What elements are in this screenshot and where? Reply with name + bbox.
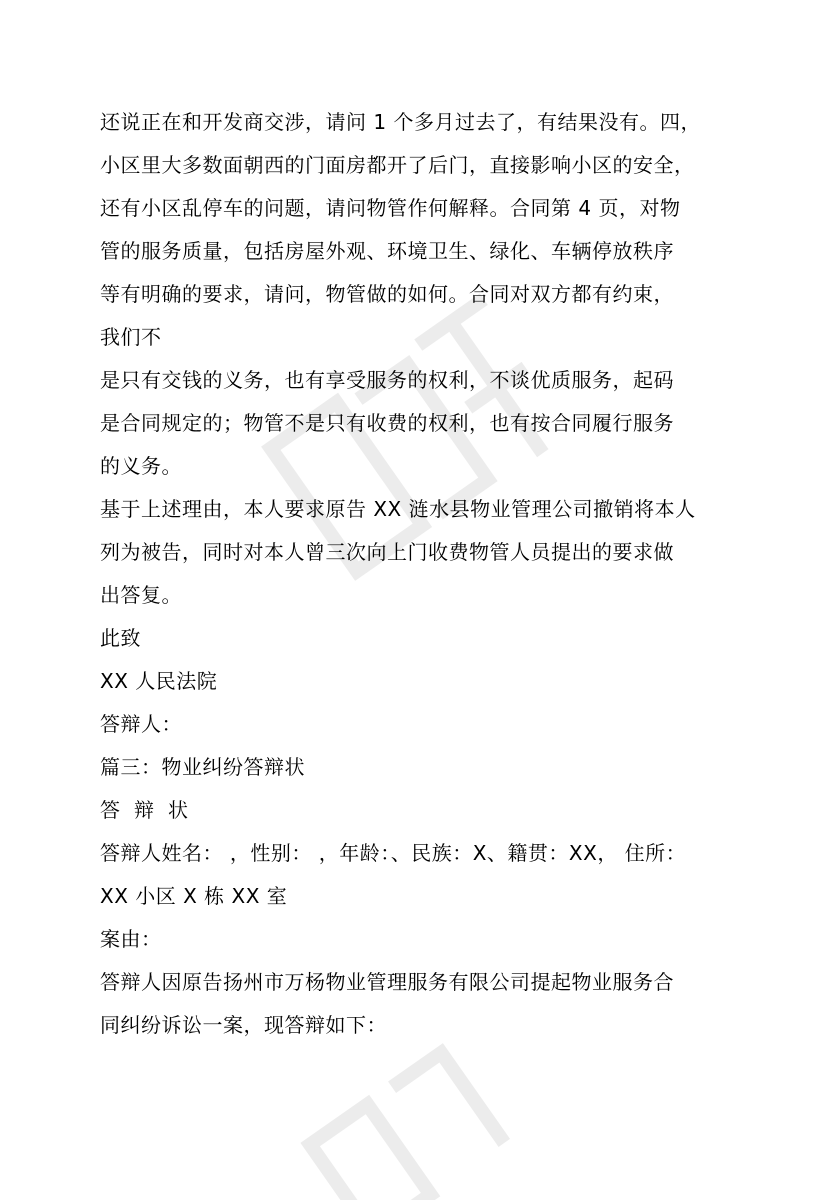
document-title: 答辩状: [100, 798, 202, 822]
document-body: [100, 101, 740, 1047]
section-heading: 篇三：物业纠纷答辩状: [100, 755, 305, 779]
paragraph-line: 还有小区乱停车的问题，请问物管作何解释。合同第 4 页，对物: [100, 196, 681, 220]
paragraph-line: 同纠纷诉讼一案，现答辩如下：: [100, 1013, 387, 1037]
paragraph-line: 答辩人因原告扬州市万杨物业管理服务有限公司提起物业服务合: [100, 970, 674, 994]
paragraph-line: 是只有交钱的义务，也有享受服务的权利，不谈优质服务，起码: [100, 368, 674, 392]
paragraph-line: 基于上述理由，本人要求原告 XX 涟水县物业管理公司撤销将本人: [100, 497, 696, 521]
watermark-logo-bottom: [255, 1040, 575, 1200]
paragraph-line: 等有明确的要求，请问，物管做的如何。合同对双方都有约束，: [100, 282, 674, 306]
paragraph-line: 我们不: [100, 325, 162, 349]
paragraph-line: 还说正在和开发商交涉，请问 1 个多月过去了，有结果没有。四，: [100, 110, 701, 134]
paragraph-line: 小区里大多数面朝西的门面房都开了后门，直接影响小区的安全，: [100, 153, 695, 177]
salutation-line: 此致: [100, 626, 141, 650]
paragraph-line: 的义务。: [100, 454, 182, 478]
respondent-address-line: XX 小区 X 栋 XX 室: [100, 884, 288, 908]
paragraph-line: 列为被告，同时对本人曾三次向上门收费物管人员提出的要求做: [100, 540, 674, 564]
paragraph-line: 出答复。: [100, 583, 182, 607]
paragraph-line: 是合同规定的；物管不是只有收费的权利，也有按合同履行服务: [100, 411, 674, 435]
respondent-info-line: 答辩人姓名： ，性别： ，年龄：、民族：X、籍贯：XX， 住所：: [100, 841, 687, 865]
respondent-signature-label: 答辩人：: [100, 712, 182, 736]
paragraph-line: 管的服务质量，包括房屋外观、环境卫生、绿化、车辆停放秩序: [100, 239, 674, 263]
court-name: XX 人民法院: [100, 669, 218, 693]
case-cause-label: 案由：: [100, 927, 162, 951]
